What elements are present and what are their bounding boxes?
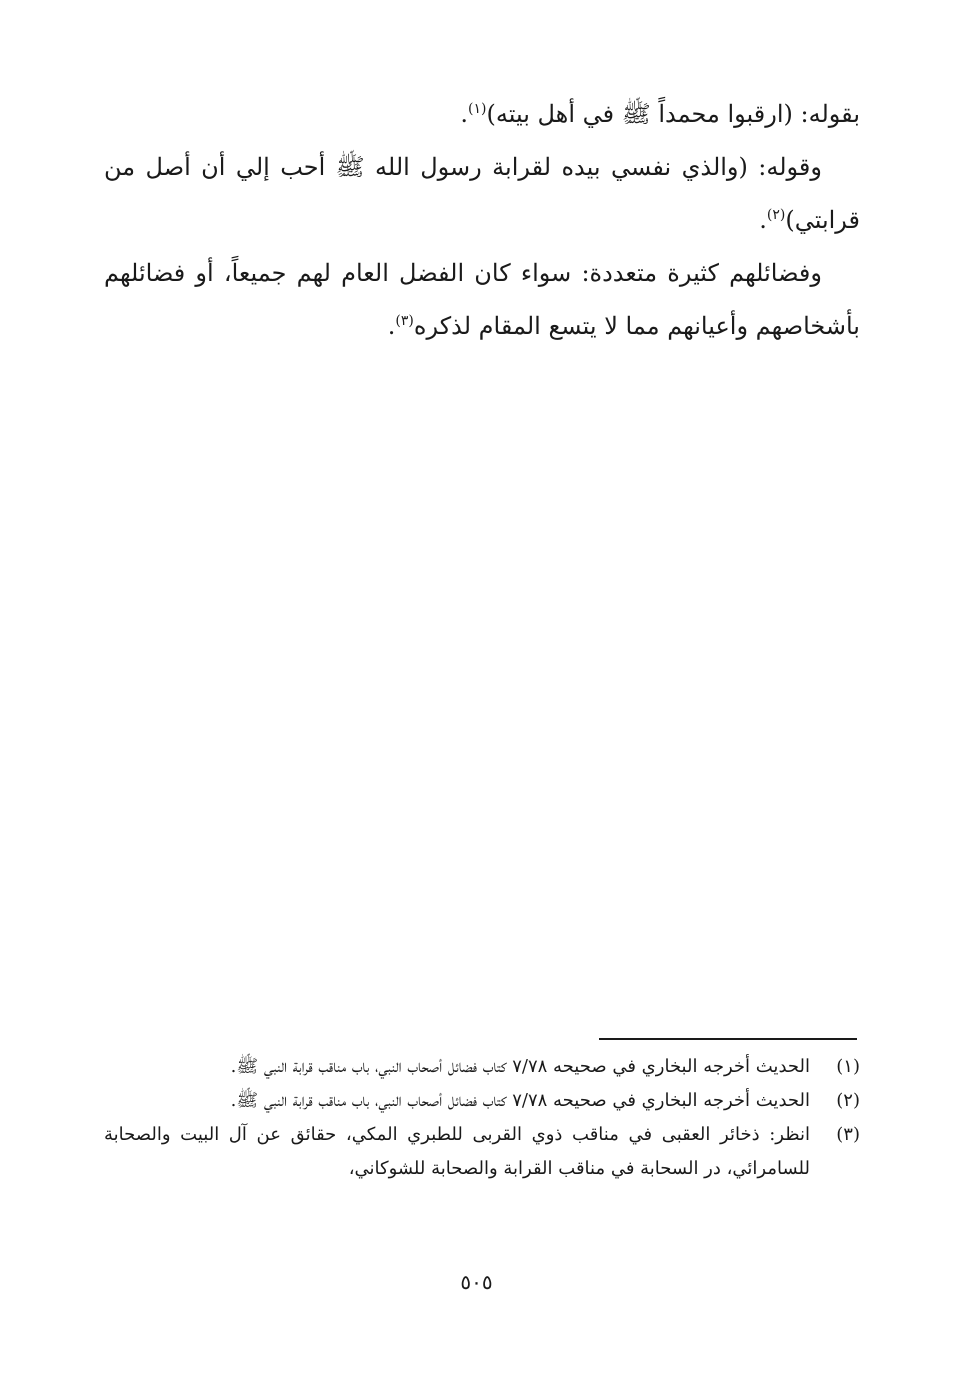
footnote-3-number: (٣) xyxy=(836,1124,860,1145)
footnote-ref-1[interactable]: (١) xyxy=(468,101,487,117)
paragraph-3 xyxy=(104,247,860,353)
paragraph-2 xyxy=(104,141,860,247)
footnote-ref-2[interactable]: (٢) xyxy=(766,207,786,223)
footnotes-section xyxy=(104,1050,860,1186)
footnote-1-number: (١) xyxy=(836,1056,860,1077)
footnote-3-text: انظر: ذخائر العقبى في مناقب ذوي القربى للطبري المكي، حقائق عن آل البيت والصحابة للسامرائي، در السحابة في مناقب القرابة والصحابة للشوكاني، xyxy=(104,1124,810,1179)
footnote-1 xyxy=(104,1050,860,1084)
footnote-3 xyxy=(104,1118,860,1186)
paragraph-2-text: وقوله: (والذي نفسي بيده لقرابة رسول الله ﷺ أحب إلي أن أصل من قرابتي) xyxy=(104,153,860,234)
footnote-2 xyxy=(104,1084,860,1118)
paragraph-1-text: بقوله: (ارقبوا محمداً ﷺ في أهل بيته) xyxy=(486,100,860,128)
footnote-2-number: (٢) xyxy=(836,1090,860,1111)
footnote-1-text: الحديث أخرجه البخاري في صحيحه ٧/٧٨ كتاب فضائل أصحاب النبي، باب مناقب قرابة النبي ﷺ. xyxy=(230,1056,810,1077)
paragraph-1 xyxy=(104,88,860,141)
footnote-2-text: الحديث أخرجه البخاري في صحيحه ٧/٧٨ كتاب فضائل أصحاب النبي، باب مناقب قرابة النبي ﷺ. xyxy=(230,1090,810,1111)
paragraph-2-end: . xyxy=(759,206,767,234)
main-text xyxy=(104,88,860,353)
paragraph-1-end: . xyxy=(460,100,469,128)
paragraph-3-text: وفضائلهم كثيرة متعددة: سواء كان الفضل العام لهم جميعاً، أو فضائلهم بأشخاصهم وأعيانهم مما لا يتسع المقام لذكره xyxy=(104,259,860,340)
page-number: ٥٠٥ xyxy=(460,1270,493,1294)
footnote-ref-3[interactable]: (٣) xyxy=(395,313,414,329)
footnote-divider xyxy=(599,1038,857,1040)
paragraph-3-end: . xyxy=(387,312,396,340)
